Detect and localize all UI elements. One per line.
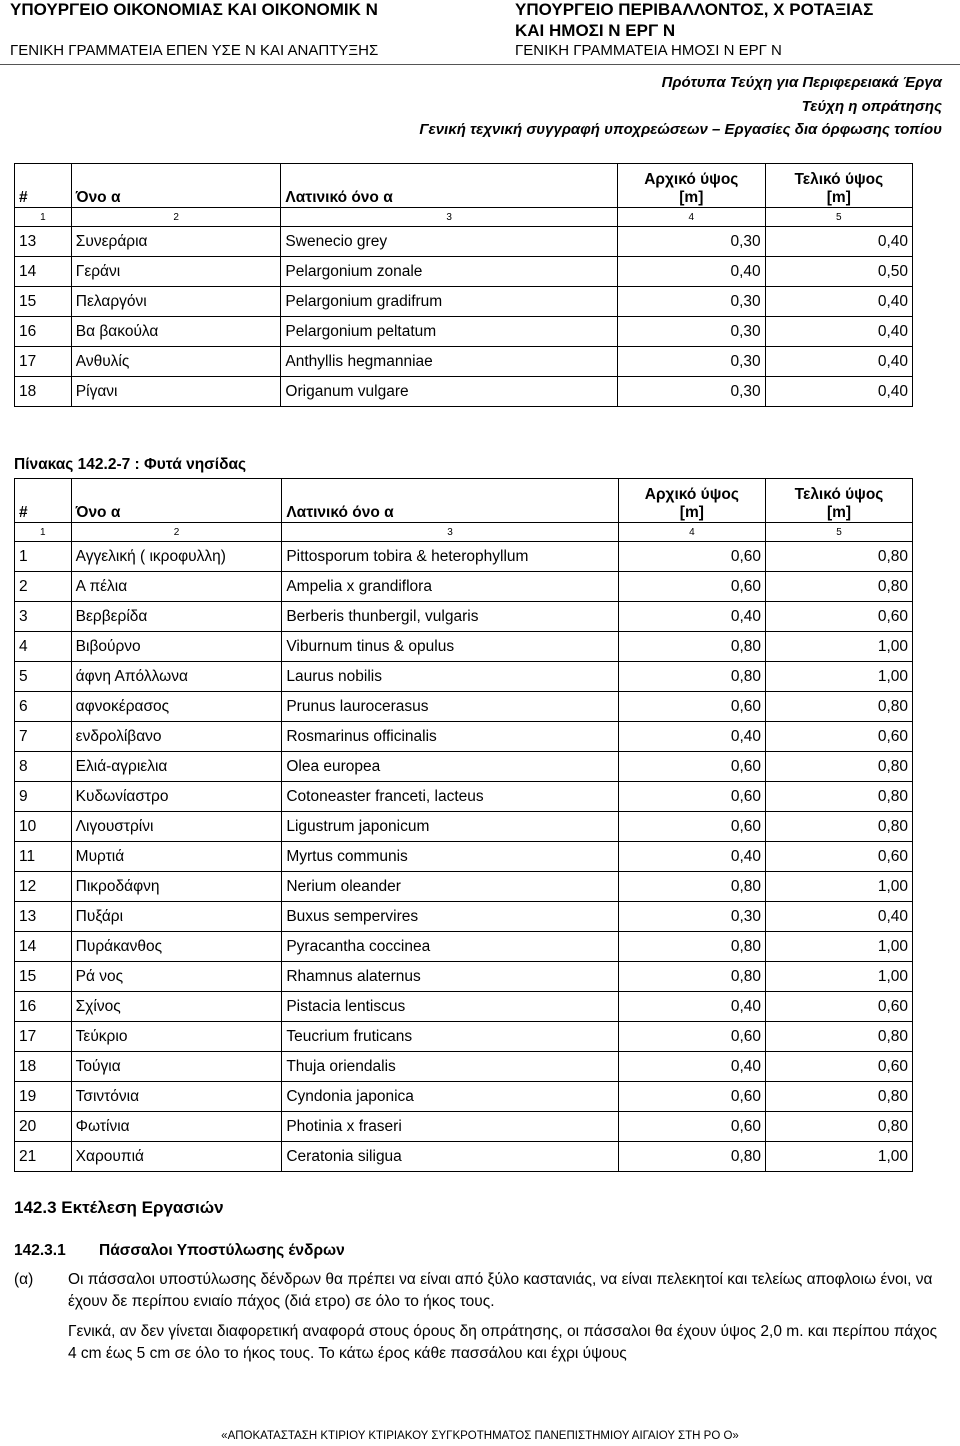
plant-common-name: άφνη Απόλλωνα bbox=[71, 662, 282, 692]
plant-latin-name: Pistacia lentiscus bbox=[282, 992, 618, 1022]
plant-latin-name: Pelargonium peltatum bbox=[281, 317, 618, 347]
col-number: 5 bbox=[766, 523, 913, 542]
final-height: 0,60 bbox=[766, 842, 913, 872]
plant-common-name: Τσιντόνια bbox=[71, 1082, 282, 1112]
table-row bbox=[15, 572, 913, 602]
final-height: 0,80 bbox=[766, 752, 913, 782]
initial-height: 0,40 bbox=[617, 257, 765, 287]
plant-common-name: Πελαργόνι bbox=[71, 287, 281, 317]
table-row bbox=[15, 902, 913, 932]
row-number: 17 bbox=[15, 1022, 72, 1052]
initial-height: 0,30 bbox=[618, 902, 765, 932]
row-number: 3 bbox=[15, 602, 72, 632]
row-number: 20 bbox=[15, 1112, 72, 1142]
initial-height: 0,60 bbox=[618, 572, 765, 602]
final-height: 1,00 bbox=[766, 1142, 913, 1172]
row-number: 6 bbox=[15, 692, 72, 722]
plant-latin-name: Cyndonia japonica bbox=[282, 1082, 618, 1112]
col-header-final-height bbox=[765, 164, 912, 208]
row-number: 4 bbox=[15, 632, 72, 662]
table-row bbox=[15, 287, 913, 317]
plant-common-name: Μυρτιά bbox=[71, 842, 282, 872]
row-number: 2 bbox=[15, 572, 72, 602]
row-number: 16 bbox=[15, 992, 72, 1022]
general-secretariat-public-works: ΓΕΝΙΚΗ ΓΡΑΜΜΑΤΕΙΑ ΗΜΟΣΙ Ν ΕΡΓ Ν bbox=[515, 42, 782, 59]
col-header-num: # bbox=[15, 479, 72, 523]
col-number: 5 bbox=[765, 208, 912, 227]
initial-height: 0,30 bbox=[617, 227, 765, 257]
final-height: 0,80 bbox=[766, 1082, 913, 1112]
plant-latin-name: Olea europea bbox=[282, 752, 618, 782]
ministry-economy-title: ΥΠΟΥΡΓΕΙΟ ΟΙΚΟΝΟΜΙΑΣ ΚΑΙ ΟΙΚΟΝΟΜΙΚ Ν bbox=[10, 0, 378, 19]
initial-height: 0,40 bbox=[618, 722, 765, 752]
final-height: 0,40 bbox=[765, 317, 912, 347]
row-number: 11 bbox=[15, 842, 72, 872]
final-height: 0,80 bbox=[766, 812, 913, 842]
row-number: 5 bbox=[15, 662, 72, 692]
row-number: 15 bbox=[15, 962, 72, 992]
plant-common-name: Πυράκανθος bbox=[71, 932, 282, 962]
plant-latin-name: Photinia x fraseri bbox=[282, 1112, 618, 1142]
plant-common-name: ενδρολίβανο bbox=[71, 722, 282, 752]
plant-latin-name: Viburnum tinus & opulus bbox=[282, 632, 618, 662]
doc-volume-title: Τεύχη η οπράτησης bbox=[801, 98, 942, 115]
initial-height: 0,80 bbox=[618, 1142, 765, 1172]
final-height: 0,60 bbox=[766, 1052, 913, 1082]
table-header-row bbox=[15, 164, 913, 208]
table-row bbox=[15, 782, 913, 812]
final-height: 0,80 bbox=[766, 1022, 913, 1052]
island-plants-table bbox=[14, 478, 913, 1172]
plant-latin-name: Pittosporum tobira & heterophyllum bbox=[282, 542, 618, 572]
subsection-title: Πάσσαλοι Υποστύλωσης ένδρων bbox=[99, 1242, 345, 1259]
table-row bbox=[15, 1082, 913, 1112]
plant-latin-name: Ceratonia siligua bbox=[282, 1142, 618, 1172]
col-header-final-unit: [m] bbox=[826, 504, 852, 521]
table-row bbox=[15, 377, 913, 407]
table-row bbox=[15, 347, 913, 377]
initial-height: 0,60 bbox=[618, 752, 765, 782]
col-header-latin: Λατινικό όνο α bbox=[281, 164, 618, 208]
col-number: 4 bbox=[618, 523, 765, 542]
plant-latin-name: Origanum vulgare bbox=[281, 377, 618, 407]
initial-height: 0,80 bbox=[618, 632, 765, 662]
table-row bbox=[15, 257, 913, 287]
final-height: 0,40 bbox=[765, 287, 912, 317]
initial-height: 0,40 bbox=[618, 1052, 765, 1082]
doc-spec-title: Γενική τεχνική συγγραφή υποχρεώσεων – Εργασίες δια όρφωσης τοπίου bbox=[419, 121, 942, 138]
row-number: 15 bbox=[15, 287, 72, 317]
initial-height: 0,80 bbox=[618, 932, 765, 962]
table-row bbox=[15, 317, 913, 347]
plant-latin-name: Rhamnus alaternus bbox=[282, 962, 618, 992]
plant-latin-name: Rosmarinus officinalis bbox=[282, 722, 618, 752]
final-height: 0,80 bbox=[766, 542, 913, 572]
table-header-row bbox=[15, 479, 913, 523]
plant-common-name: Ελιά-αγριελια bbox=[71, 752, 282, 782]
plant-common-name: Λιγουστρίνι bbox=[71, 812, 282, 842]
general-secretariat-investments: ΓΕΝΙΚΗ ΓΡΑΜΜΑΤΕΙΑ ΕΠΕΝ ΥΣΕ Ν ΚΑΙ ΑΝΑΠΤΥΞΗΣ bbox=[10, 42, 379, 59]
initial-height: 0,30 bbox=[617, 377, 765, 407]
plant-latin-name: Berberis thunbergil, vulgaris bbox=[282, 602, 618, 632]
row-number: 1 bbox=[15, 542, 72, 572]
plant-latin-name: Thuja oriendalis bbox=[282, 1052, 618, 1082]
row-number: 18 bbox=[15, 1052, 72, 1082]
row-number: 18 bbox=[15, 377, 72, 407]
final-height: 0,40 bbox=[765, 347, 912, 377]
doc-series-title: Πρότυπα Τεύχη για Περιφερειακά Έργα bbox=[661, 74, 942, 91]
initial-height: 0,60 bbox=[618, 542, 765, 572]
plant-latin-name: Buxus sempervires bbox=[282, 902, 618, 932]
final-height: 0,80 bbox=[766, 692, 913, 722]
initial-height: 0,80 bbox=[618, 962, 765, 992]
ministry-environment-title-cont: ΚΑΙ ΗΜΟΣΙ Ν ΕΡΓ Ν bbox=[515, 21, 676, 40]
plant-latin-name: Laurus nobilis bbox=[282, 662, 618, 692]
plant-common-name: Φωτίνια bbox=[71, 1112, 282, 1142]
final-height: 0,40 bbox=[765, 227, 912, 257]
row-number: 17 bbox=[15, 347, 72, 377]
plant-common-name: Πικροδάφνη bbox=[71, 872, 282, 902]
row-number: 9 bbox=[15, 782, 72, 812]
final-height: 1,00 bbox=[766, 872, 913, 902]
initial-height: 0,60 bbox=[618, 1022, 765, 1052]
final-height: 0,60 bbox=[766, 722, 913, 752]
plant-common-name: Βα βακούλα bbox=[71, 317, 281, 347]
plant-latin-name: Nerium oleander bbox=[282, 872, 618, 902]
plant-common-name: Πυξάρι bbox=[71, 902, 282, 932]
col-number: 3 bbox=[281, 208, 618, 227]
plant-common-name: Βερβερίδα bbox=[71, 602, 282, 632]
table-row bbox=[15, 872, 913, 902]
table-row bbox=[15, 992, 913, 1022]
row-number: 14 bbox=[15, 932, 72, 962]
initial-height: 0,80 bbox=[618, 662, 765, 692]
row-number: 7 bbox=[15, 722, 72, 752]
final-height: 0,50 bbox=[765, 257, 912, 287]
final-height: 1,00 bbox=[766, 962, 913, 992]
final-height: 1,00 bbox=[766, 932, 913, 962]
initial-height: 0,30 bbox=[617, 317, 765, 347]
row-number: 19 bbox=[15, 1082, 72, 1112]
row-number: 14 bbox=[15, 257, 72, 287]
final-height: 1,00 bbox=[766, 662, 913, 692]
page-footer: «ΑΠΟΚΑΤΑΣΤΑΣΗ ΚΤΙΡΙΟΥ ΚΤΙΡΙΑΚΟΥ ΣΥΓΚΡΟΤΗΜΑΤΟΣ ΠΑΝΕΠΙΣΤΗΜΙΟΥ ΑΙΓΑΙΟΥ ΣΤΗ ΡΟ Ο» bbox=[221, 1430, 739, 1442]
final-height: 0,60 bbox=[766, 602, 913, 632]
row-number: 16 bbox=[15, 317, 72, 347]
col-number: 3 bbox=[282, 523, 618, 542]
column-number-row bbox=[15, 208, 913, 227]
final-height: 0,80 bbox=[766, 572, 913, 602]
plant-common-name: Αγγελική ( ικροφυλλη) bbox=[71, 542, 282, 572]
final-height: 0,40 bbox=[766, 902, 913, 932]
plant-common-name: Α πέλια bbox=[71, 572, 282, 602]
initial-height: 0,40 bbox=[618, 602, 765, 632]
col-number: 2 bbox=[71, 208, 281, 227]
plants-table-continued bbox=[14, 163, 913, 407]
plant-latin-name: Prunus laurocerasus bbox=[282, 692, 618, 722]
plant-latin-name: Anthyllis hegmanniae bbox=[281, 347, 618, 377]
table-row bbox=[15, 692, 913, 722]
plant-common-name: Συνεράρια bbox=[71, 227, 281, 257]
final-height: 1,00 bbox=[766, 632, 913, 662]
col-header-name: Όνο α bbox=[71, 479, 282, 523]
header-divider bbox=[0, 64, 960, 65]
paragraph-stake-dimensions: Γενικά, αν δεν γίνεται διαφορετική αναφορά στους όρους δη οπράτησης, οι πάσσαλοι θα έχουν ύψος 2,0 m. και περίπου πάχος 4 cm έως 5 cm σε όλο το ήκος τους. Το κάτω έρος κάθε πασσάλου και έχρι ύψους bbox=[68, 1323, 938, 1362]
plant-common-name: Γεράνι bbox=[71, 257, 281, 287]
initial-height: 0,60 bbox=[618, 782, 765, 812]
row-number: 10 bbox=[15, 812, 72, 842]
table-row bbox=[15, 1022, 913, 1052]
table-row bbox=[15, 542, 913, 572]
plant-common-name: Βιβούρνο bbox=[71, 632, 282, 662]
item-label: (α) bbox=[14, 1271, 34, 1288]
table-row bbox=[15, 722, 913, 752]
plant-latin-name: Pyracantha coccinea bbox=[282, 932, 618, 962]
table-row bbox=[15, 227, 913, 257]
initial-height: 0,60 bbox=[618, 1082, 765, 1112]
paragraph-stake-material: Οι πάσσαλοι υποστύλωσης δένδρων θα πρέπει να είναι από ξύλο καστανιάς, να είναι πελεκητοί και τελείως αποφλοιω ένοι, να έχουν δε περίπου ενιαίο πάχος (διά ετρο) σε όλο το ήκος τους. bbox=[68, 1271, 933, 1310]
col-header-name: Όνο α bbox=[71, 164, 281, 208]
col-header-initial-unit: [m] bbox=[679, 189, 704, 206]
table-row bbox=[15, 662, 913, 692]
initial-height: 0,40 bbox=[618, 992, 765, 1022]
row-number: 21 bbox=[15, 1142, 72, 1172]
plant-common-name: Τεύκριο bbox=[71, 1022, 282, 1052]
plant-common-name: Κυδωνίαστρο bbox=[71, 782, 282, 812]
initial-height: 0,30 bbox=[617, 347, 765, 377]
initial-height: 0,60 bbox=[618, 692, 765, 722]
section-title: 142.3 Εκτέλεση Εργασιών bbox=[14, 1198, 224, 1217]
table-row bbox=[15, 842, 913, 872]
col-header-final-line1: Τελικό ύψος bbox=[794, 171, 884, 188]
initial-height: 0,30 bbox=[617, 287, 765, 317]
row-number: 12 bbox=[15, 872, 72, 902]
plant-latin-name: Pelargonium gradifrum bbox=[281, 287, 618, 317]
plant-latin-name: Ampelia x grandiflora bbox=[282, 572, 618, 602]
col-header-initial-line1: Αρχικό ύψος bbox=[644, 486, 739, 503]
col-header-final-height bbox=[766, 479, 913, 523]
table-row bbox=[15, 752, 913, 782]
plant-latin-name: Teucrium fruticans bbox=[282, 1022, 618, 1052]
col-number: 1 bbox=[15, 523, 72, 542]
plant-common-name: Σχίνος bbox=[71, 992, 282, 1022]
plant-common-name: Τούγια bbox=[71, 1052, 282, 1082]
final-height: 0,80 bbox=[766, 1112, 913, 1142]
col-header-initial-unit: [m] bbox=[679, 504, 704, 521]
col-number: 2 bbox=[71, 523, 282, 542]
initial-height: 0,40 bbox=[618, 842, 765, 872]
col-number: 4 bbox=[617, 208, 765, 227]
plant-common-name: Ανθυλίς bbox=[71, 347, 281, 377]
plant-latin-name: Cotoneaster franceti, lacteus bbox=[282, 782, 618, 812]
plant-latin-name: Swenecio grey bbox=[281, 227, 618, 257]
table-row bbox=[15, 1052, 913, 1082]
plant-common-name: αφνοκέρασος bbox=[71, 692, 282, 722]
final-height: 0,60 bbox=[766, 992, 913, 1022]
col-header-final-line1: Τελικό ύψος bbox=[794, 486, 884, 503]
col-header-num: # bbox=[15, 164, 72, 208]
col-header-latin: Λατινικό όνο α bbox=[282, 479, 618, 523]
final-height: 0,40 bbox=[765, 377, 912, 407]
column-number-row bbox=[15, 523, 913, 542]
plant-latin-name: Pelargonium zonale bbox=[281, 257, 618, 287]
plant-latin-name: Ligustrum japonicum bbox=[282, 812, 618, 842]
initial-height: 0,60 bbox=[618, 812, 765, 842]
col-header-initial-height bbox=[618, 479, 765, 523]
table-row bbox=[15, 1142, 913, 1172]
row-number: 8 bbox=[15, 752, 72, 782]
table-caption: Πίνακας 142.2-7 : Φυτά νησίδας bbox=[14, 456, 247, 473]
plant-common-name: Ρίγανι bbox=[71, 377, 281, 407]
col-header-initial-height bbox=[617, 164, 765, 208]
row-number: 13 bbox=[15, 227, 72, 257]
table-row bbox=[15, 962, 913, 992]
initial-height: 0,60 bbox=[618, 1112, 765, 1142]
table-row bbox=[15, 602, 913, 632]
table-row bbox=[15, 632, 913, 662]
ministry-environment-title: ΥΠΟΥΡΓΕΙΟ ΠΕΡΙΒΑΛΛΟΝΤΟΣ, Χ ΡΟΤΑΞΙΑΣ bbox=[515, 0, 874, 19]
table-row bbox=[15, 1112, 913, 1142]
plant-common-name: Ρά νος bbox=[71, 962, 282, 992]
table-row bbox=[15, 812, 913, 842]
plant-common-name: Χαρουπιά bbox=[71, 1142, 282, 1172]
col-header-final-unit: [m] bbox=[826, 189, 851, 206]
final-height: 0,80 bbox=[766, 782, 913, 812]
row-number: 13 bbox=[15, 902, 72, 932]
table-row bbox=[15, 932, 913, 962]
col-number: 1 bbox=[15, 208, 72, 227]
plant-latin-name: Myrtus communis bbox=[282, 842, 618, 872]
subsection-number: 142.3.1 bbox=[14, 1242, 66, 1259]
initial-height: 0,80 bbox=[618, 872, 765, 902]
col-header-initial-line1: Αρχικό ύψος bbox=[644, 171, 739, 188]
